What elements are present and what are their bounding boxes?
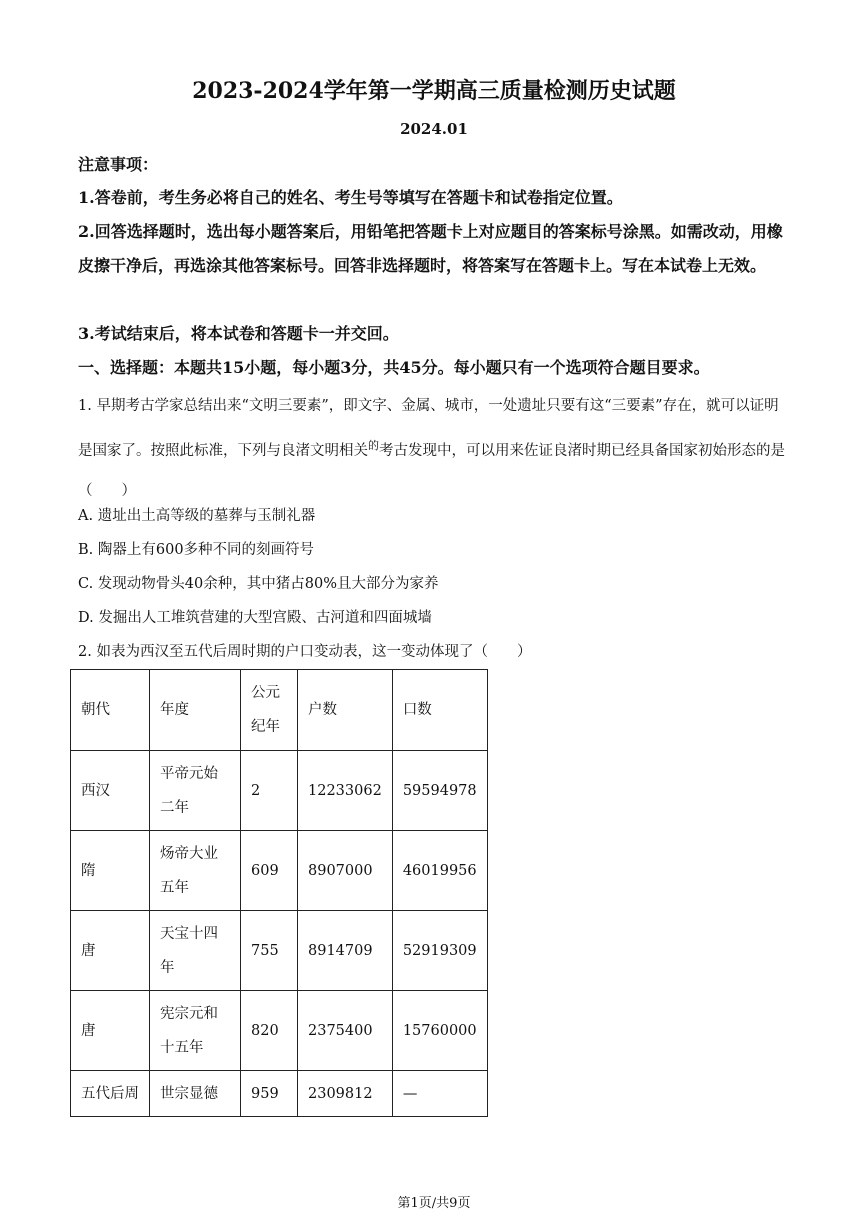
question-1-option-a: A. 遗址出土高等级的墓葬与玉制礼器 [78,508,316,524]
table-header-cell: 公元纪年 [241,670,298,751]
notice-item-3: 3.考试结束后，将本试卷和答题卡一并交回。 [78,324,399,343]
question-1-option-c: C. 发现动物骨头40余种，其中猪占80%且大部分为家养 [78,576,439,592]
table-header-cell: 朝代 [71,670,150,751]
table-header-cell: 口数 [392,670,487,751]
table-cell: 959 [241,1071,298,1117]
table-row [71,751,488,831]
table-cell: 唐 [71,991,150,1071]
question-1-option-b: B. 陶器上有600多种不同的刻画符号 [78,542,315,558]
table-cell: 炀帝大业五年 [150,831,241,911]
table-cell: 8914709 [298,911,393,991]
notice-item-1: 1.答卷前，考生务必将自己的姓名、考生号等填写在答题卡和试卷指定位置。 [78,188,623,207]
table-cell: 2309812 [298,1071,393,1117]
table-cell: 59594978 [392,751,487,831]
question-2-stem: 2. 如表为西汉至五代后周时期的户口变动表，这一变动体现了（ ） [78,644,532,660]
table-cell: 52919309 [392,911,487,991]
table-cell: 西汉 [71,751,150,831]
table-cell: 隋 [71,831,150,911]
table-cell: 12233062 [298,751,393,831]
page-footer: 第1页/共9页 [397,1196,471,1211]
section-heading: 一、选择题：本题共15小题，每小题3分，共45分。每小题只有一个选项符合题目要求。 [78,358,710,377]
table-cell: 755 [241,911,298,991]
table-cell: 唐 [71,911,150,991]
table-cell: 五代后周 [71,1071,150,1117]
notice-item-2: 2.回答选择题时，选出每小题答案后，用铅笔把答题卡上对应题目的答案标号涂黑。如需改动，用橡皮擦干净后，再选涂其他答案标号。回答非选择题时，将答案写在答题卡上。写在本试卷上无效。 [78,222,783,275]
table-cell: 天宝十四年 [150,911,241,991]
table-cell: — [392,1071,487,1117]
table-cell: 2375400 [298,991,393,1071]
exam-date: 2024.01 [400,120,468,138]
table-cell: 世宗显德 [150,1071,241,1117]
table-row [71,831,488,911]
table-cell: 平帝元始二年 [150,751,241,831]
table-row [71,1071,488,1117]
question-1-stem [78,386,790,511]
notice-heading: 注意事项： [78,155,159,174]
table-row [71,911,488,991]
table-cell: 46019956 [392,831,487,911]
question-1-stem-part1: 1. 早期考古学家总结出来“文明三要素”，即文字、金属、城市，一处遗址只要有这“三要素”存在，就可以证明是国家了。按照此标准，下列与良渚文明相关 [78,398,779,459]
table-header-cell: 年度 [150,670,241,751]
table-cell: 8907000 [298,831,393,911]
question-1-option-d: D. 发掘出人工堆筑营建的大型宫殿、古河道和四面城墙 [78,610,432,626]
population-table [70,669,488,1117]
question-1-stem-part2: 考古发现中，可以用来佐证良渚时期已经具备国家初始形态的是（ ） [78,442,785,499]
table-header-cell: 户数 [298,670,393,751]
table-cell: 609 [241,831,298,911]
table-cell: 宪宗元和十五年 [150,991,241,1071]
question-1-stem-sup: 的 [368,439,379,452]
table-row [71,991,488,1071]
table-cell: 2 [241,751,298,831]
table-cell: 15760000 [392,991,487,1071]
table-header-row [71,670,488,751]
page-title: 2023-2024学年第一学期高三质量检测历史试题 [192,78,676,104]
table-cell: 820 [241,991,298,1071]
